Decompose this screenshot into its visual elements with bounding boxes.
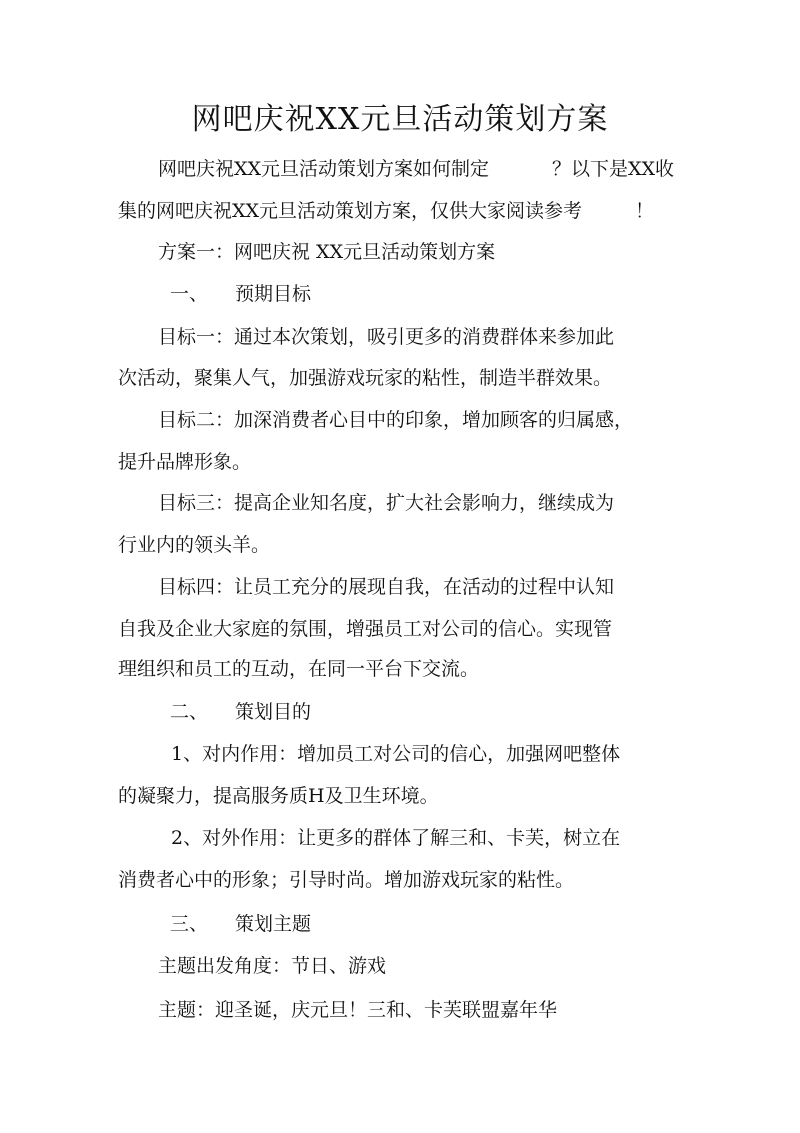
document-title: 网吧庆祝XX元旦活动策划方案 [191, 102, 609, 137]
goal-3-line-1: 目标三：提高企业知名度，扩大社会影响力，继续成为 [158, 492, 615, 514]
goal-2-line-2: 提升品牌形象。 [118, 451, 252, 473]
goal-1-line-2: 次活动，聚集人气，加强游戏玩家的粘性，制造半群效果。 [118, 367, 613, 389]
goal-4-line-3: 理组织和员工的互动，在同一平台下交流。 [118, 658, 480, 680]
intro-line-1-question: ？以下是XX收 [552, 158, 675, 180]
intro-line-2-exclamation: ！ [635, 200, 655, 222]
purpose-2-line-1: 2、对外作用：让更多的群体了解三和、卡芙，树立在 [171, 827, 621, 849]
section-3-title: 策划主题 [235, 913, 312, 935]
section-2-number: 二、 [170, 701, 209, 723]
purpose-1-line-2: 的凝聚力，提高服务质H及卫生环境。 [118, 785, 439, 807]
goal-2-line-1: 目标二：加深消费者心目中的印象，增加顾客的归属感， [158, 409, 634, 431]
section-3-number: 三、 [170, 913, 209, 935]
goal-3-line-2: 行业内的领头羊。 [118, 534, 271, 556]
goal-4-line-1: 目标四：让员工充分的展现自我，在活动的过程中认知 [158, 576, 615, 598]
section-1-number: 一、 [170, 283, 209, 305]
intro-line-1: 网吧庆祝XX元旦活动策划方案如何制定 [158, 158, 490, 180]
section-1-title: 预期目标 [235, 283, 312, 305]
goal-4-line-2: 自我及企业大家庭的氛围，增强员工对公司的信心。实现管 [118, 618, 613, 640]
purpose-2-line-2: 消费者心中的形象；引导时尚。增加游戏玩家的粘性。 [118, 869, 575, 891]
intro-line-2: 集的网吧庆祝XX元旦活动策划方案，仅供大家阅读参考 [118, 200, 583, 222]
purpose-1-line-1: 1、对内作用：增加员工对公司的信心，加强网吧整体 [171, 743, 621, 765]
section-2-title: 策划目的 [235, 701, 312, 723]
plan-heading: 方案一：网吧庆祝 XX元旦活动策划方案 [158, 241, 496, 263]
goal-1-line-1: 目标一：通过本次策划，吸引更多的消费群体来参加此 [158, 326, 615, 348]
theme: 主题：迎圣诞，庆元旦！三和、卡芙联盟嘉年华 [158, 999, 558, 1021]
theme-angle: 主题出发角度：节日、游戏 [158, 955, 387, 977]
